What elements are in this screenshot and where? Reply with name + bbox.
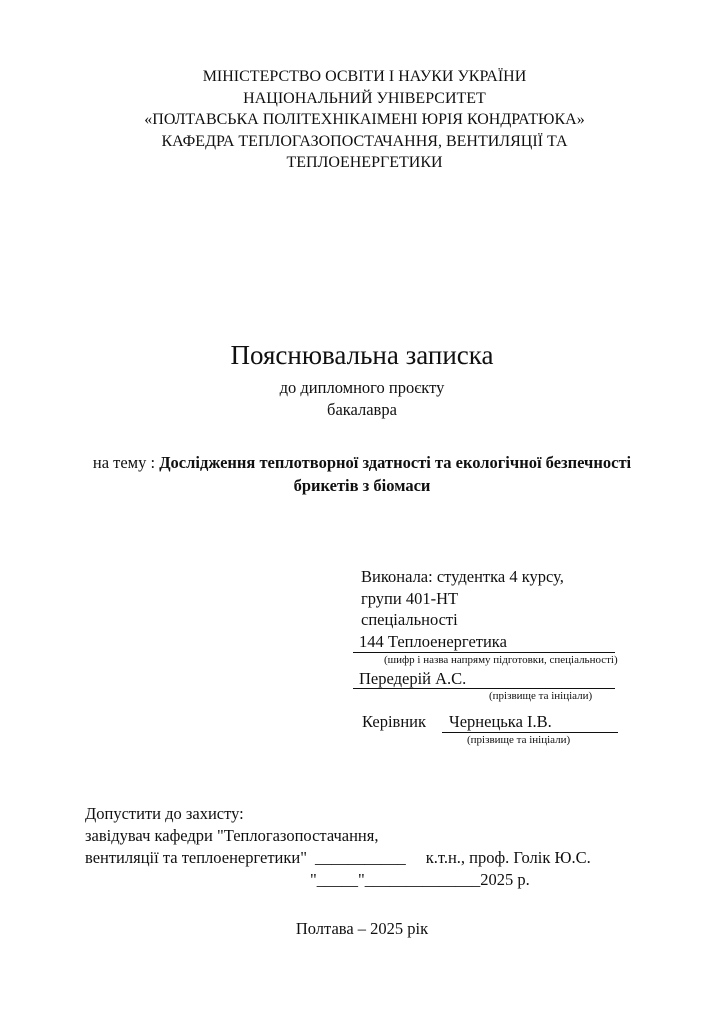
- department-line-2: ТЕПЛОЕНЕРГЕТИКИ: [286, 154, 443, 172]
- executor-name-caption: (прізвище та ініціали): [489, 690, 593, 703]
- city-year-footer: Полтава – 2025 рік: [295, 919, 429, 938]
- topic-title-line1: Дослідження теплотворної здатності та екологічної безпечності: [159, 453, 632, 472]
- supervisor-block: [362, 711, 618, 748]
- title-subtitle-project: до дипломного проєкту: [279, 378, 445, 397]
- specialty-field-caption: (шифр і назва напряму підготовки, спеціальності): [384, 653, 618, 666]
- supervisor-name-caption: (прізвище та ініціали): [467, 734, 571, 746]
- approval-signature-row: [85, 847, 695, 869]
- executor-name-field: Передерій А.С.: [353, 668, 615, 690]
- document-header: [30, 66, 699, 174]
- document-title: Пояснювальна записка: [230, 340, 494, 370]
- topic-title-line2: брикетів з біомаси: [293, 476, 431, 495]
- topic-block: [62, 451, 662, 497]
- executor-specialty-label: спеціальності: [361, 610, 458, 630]
- approval-block: [85, 803, 695, 891]
- signature-blank: ___________: [314, 848, 406, 867]
- university-line: НАЦІОНАЛЬНИЙ УНІВЕРСИТЕТ: [243, 89, 486, 107]
- executor-block: [353, 566, 633, 704]
- approver-name: к.т.н., проф. Голік Ю.С.: [425, 848, 591, 867]
- executor-role-line: Виконала: студентка 4 курсу,: [361, 567, 564, 586]
- executor-group-line: групи 401-НТ: [361, 588, 459, 608]
- supervisor-name-field: Чернецька І.В.: [442, 711, 618, 733]
- approval-heading: Допустити до захисту:: [85, 804, 244, 823]
- title-subtitle-degree: бакалавра: [327, 399, 397, 419]
- specialty-field: 144 Теплоенергетика: [353, 631, 615, 653]
- supervisor-label: Керівник: [362, 712, 427, 731]
- supervisor-field: [442, 711, 618, 748]
- approval-date-row: "_____"______________2025 р.: [310, 870, 530, 889]
- topic-prefix: на тему :: [92, 453, 160, 472]
- approval-head-of-department-line: завідувач кафедри "Теплогазопостачання,: [85, 826, 379, 845]
- university-name-line: «ПОЛТАВСЬКА ПОЛІТЕХНІКАІМЕНІ ЮРІЯ КОНДРАТЮКА»: [144, 111, 585, 129]
- title-block: [0, 339, 724, 420]
- department-line-1: КАФЕДРА ТЕПЛОГАЗОПОСТАЧАННЯ, ВЕНТИЛЯЦІЇ ТА: [161, 132, 568, 150]
- approval-department-name: вентиляції та теплоенергетики": [85, 848, 307, 867]
- ministry-line: МІНІСТЕРСТВО ОСВІТИ І НАУКИ УКРАЇНИ: [202, 68, 527, 85]
